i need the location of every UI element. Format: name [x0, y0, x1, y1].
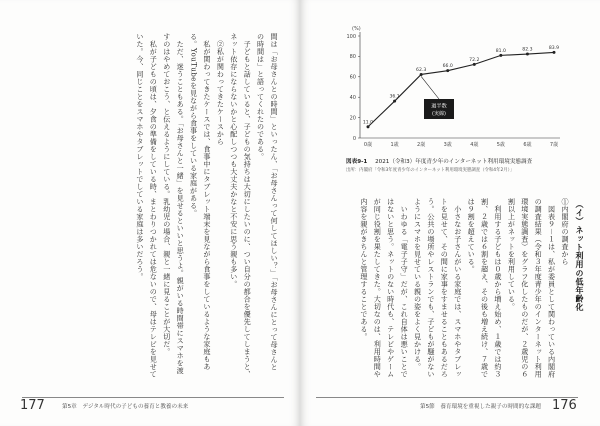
y-tick-label: 80 [349, 54, 356, 61]
data-point [446, 69, 449, 72]
line-chart [338, 26, 570, 152]
right-running-head: 第5節 養育環境を重視した親子の時間的な課題 [420, 404, 542, 410]
section-heading: （イ）ネット利用の低年齢化 [575, 200, 584, 312]
chart-axes [346, 26, 560, 148]
right-page-folio: 176 [552, 398, 577, 413]
data-point [367, 125, 370, 128]
y-axis-unit: (%) [352, 26, 361, 32]
data-point [473, 63, 476, 66]
y-tick-label: 40 [349, 95, 356, 101]
x-tick-label: 0歳 [363, 142, 373, 148]
x-tick-label: 2歳 [417, 142, 426, 148]
callout-line-1: 過半数 [431, 103, 447, 110]
data-label: 11.0 [362, 120, 374, 126]
x-tick-label: 7歳 [549, 142, 559, 148]
figure-number: 図表9-1 [346, 159, 368, 165]
callout-line-2: (実線) [432, 111, 446, 117]
left-page-body-text: 間は「お母さんとの時間」といったん、「お母さんって何してほしい？」「お母さんにとって母さんとの時間は」と語ってくれたのである。 子どもと話していると、子どもの気持ちは大切にしたいのに、つい自分の都合を優先してしまうと、ネット依存にならないかと心配しつつも大丈夫かなと不安に思う親も多い。 ②私が関わってきたケースから 私が関わってきたケースでは、食事中にタブレット端末を見ながら食事をしているような家庭もある。YouTubeを見ながら食事をしている家庭がある。 ただ、迷うこともある。「お母さんと一緒」を見せるといいと思うよ。親がいる時間帯にスマホを渡すのはやめておこう、と伝えるようにしている。乳幼児の場合、親と一緒に見ることが大切だ。 私が子どもの頃は、夕食の準備をしている時、まとわりつかれては危ないので、母はテレビを見せていた。今、同じことをスマホやタブレットでしている家庭は多いだろう。 [135, 33, 279, 378]
data-label: 62.3 [416, 67, 427, 73]
right-footer-rule [316, 397, 578, 398]
data-label: 36.1 [389, 94, 400, 100]
data-point [420, 73, 423, 76]
x-tick-label: 4歳 [470, 142, 479, 148]
x-tick-label: 1歳 [390, 142, 399, 148]
right-page-body-text: ①内閣府の調査から 図表９－１は、私が委員として関わっている内閣府の調査結果（令和３年度青少年のインターネット利用環境実態調査）をグラフ化したものだが、２歳児の６割以上がネットを利用している。 利用する子どもは０歳から増え始め、１歳では約３割、２歳では６割を超え、その後も増え続け、７歳では９割を超えている。 小さなお子さんがいる家庭では、スマホやタブレットを見せて、その間に家事をすませることもあるだろう。公共の場所やレストランでも、子どもが騒がないようにスマホを見せている親の姿をよく見かける。 いわゆる「電子子守」だが、これ自体は悪いことではないと思う。ネットのない時代も、テレビやゲームが同じ役割を果たしてきた。大切なのは、利用時間や内容を親がきちんと管理することである。 [359, 198, 570, 378]
y-tick-label: 60 [349, 74, 356, 81]
data-point [526, 53, 529, 56]
data-label: 81.0 [495, 48, 506, 54]
x-tick-label: 5歳 [496, 142, 505, 148]
x-tick-label: 6歳 [523, 142, 532, 148]
x-tick-label: 3歳 [443, 142, 452, 148]
data-point [553, 51, 556, 54]
chart-marks [363, 45, 559, 128]
left-running-head: 第5章 デジタル時代の子どもの養育と教養の未来 [62, 404, 189, 410]
left-footer-rule [22, 397, 284, 398]
data-label: 66.0 [442, 64, 453, 70]
left-page-folio: 177 [20, 398, 45, 413]
data-point [499, 54, 502, 57]
figure-source: 出所：内閣府「令和3年度青少年のインターネット利用環境実態調査（令和4年2月）」 [346, 168, 515, 173]
figure-title: 2021（令和3）年度青少年のインターネット利用環境実態調査 [375, 159, 533, 165]
data-label: 72.2 [469, 57, 480, 63]
y-tick-label: 20 [349, 115, 356, 122]
series-line [368, 52, 554, 126]
data-point [393, 100, 396, 103]
data-label: 82.3 [522, 47, 533, 53]
y-tick-label: 100 [346, 33, 356, 40]
figure-9-1 [338, 26, 570, 186]
callout-pointer [421, 76, 439, 99]
y-tick-label: 0 [352, 135, 356, 142]
chart-callout [421, 76, 454, 119]
data-label: 83.9 [548, 45, 560, 51]
figure-caption [346, 157, 571, 165]
